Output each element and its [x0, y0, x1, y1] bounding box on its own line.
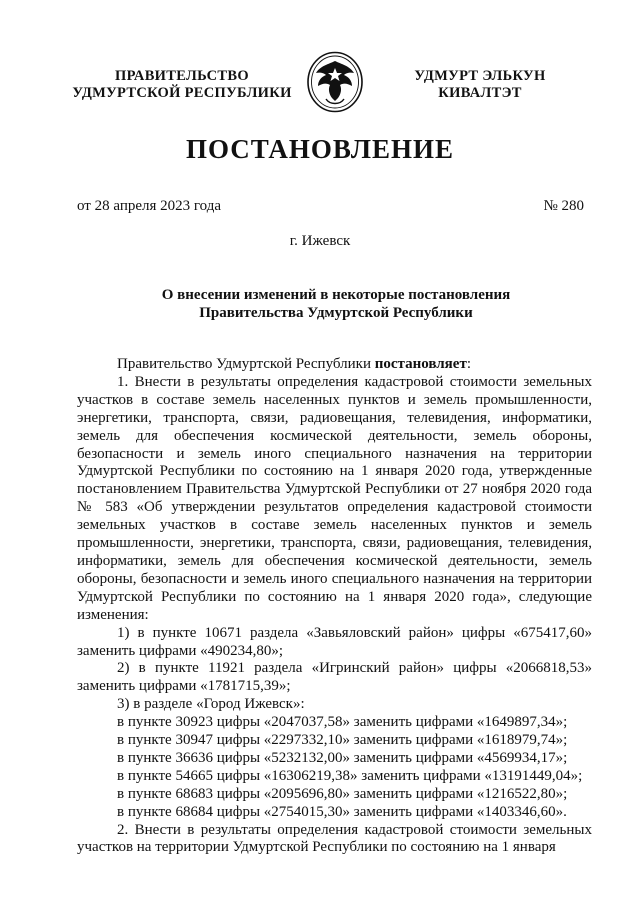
header-right-line: УДМУРТ ЭЛЬКУН: [414, 68, 546, 84]
subitem-1: 1) в пункте 10671 раздела «Завьяловский район» цифры «675417,60» заменить цифрами «490234,80»;: [77, 624, 592, 659]
subject-line: О внесении изменений в некоторые постановления: [161, 287, 511, 303]
header-left-line: УДМУРТСКОЙ РЕСПУБЛИКИ: [72, 85, 292, 101]
header-left-line: ПРАВИТЕЛЬСТВО: [115, 68, 249, 84]
header-right: [380, 68, 580, 102]
change-line: в пункте 36636 цифры «5232132,00» заменить цифрами «4569934,17»;: [117, 749, 568, 766]
document-number: № 280: [543, 198, 584, 214]
change-line: в пункте 54665 цифры «16306219,38» заменить цифрами «13191449,04»;: [117, 767, 583, 784]
header-right-line: КИВАЛТЭТ: [438, 85, 522, 101]
document-date: от 28 апреля 2023 года: [77, 198, 222, 214]
intro-end: :: [466, 356, 471, 372]
document-city: г. Ижевск: [289, 233, 351, 249]
subject-line: Правительства Удмуртской Республики: [199, 305, 473, 321]
item-1: 1. Внести в результаты определения кадастровой стоимости земельных участков в составе земель населенных пунктов и земель промышленности, энергетики, транспорта, связи, радиовещания, телевидения, информатики, земель для обеспечения космической деятельности, земель обороны, безопасности и земель иного специального назначения на территории Удмуртской Республики по состоянию на 1 января 2020 года, утвержденные постановлением Правительства Удмуртской Республики от 27 ноября 2020 года № 583 «Об утверждении результатов определения кадастровой стоимости земельных участков в составе земель населенных пунктов и земель промышленности, энергетики, транспорта, связи, радиовещания, телевидения, информатики, земель для обеспечения космической деятельности, земель обороны, безопасности и земель иного специального назначения на территории Удмуртской Республики по состоянию на 1 января 2020 года», следующие изменения:: [77, 373, 592, 623]
intro-bold: постановляет: [374, 356, 467, 372]
document-title: ПОСТАНОВЛЕНИЕ: [185, 134, 455, 164]
intro-text: Правительство Удмуртской Республики: [117, 356, 375, 372]
document-subject: [0, 286, 640, 322]
change-line: в пункте 68683 цифры «2095696,80» заменить цифрами «1216522,80»;: [117, 785, 568, 802]
header-left: [62, 68, 302, 102]
item-2: 2. Внести в результаты определения кадастровой стоимости земельных участков на территории Удмуртской Республики по состоянию на 1 января: [77, 821, 592, 856]
coat-of-arms-icon: [306, 51, 364, 113]
change-line: в пункте 30923 цифры «2047037,58» заменить цифрами «1649897,34»;: [117, 714, 568, 731]
intro-paragraph: [77, 356, 592, 374]
document-body: [77, 356, 592, 857]
change-line: в пункте 30947 цифры «2297332,10» заменить цифрами «1618979,74»;: [117, 732, 568, 749]
change-line: в пункте 68684 цифры «2754015,30» заменить цифрами «1403346,60».: [117, 803, 567, 820]
subitem-3: 3) в разделе «Город Ижевск»:: [117, 696, 305, 713]
subitem-2: 2) в пункте 11921 раздела «Игринский район» цифры «2066818,53» заменить цифрами «1781715,39»;: [77, 660, 592, 695]
